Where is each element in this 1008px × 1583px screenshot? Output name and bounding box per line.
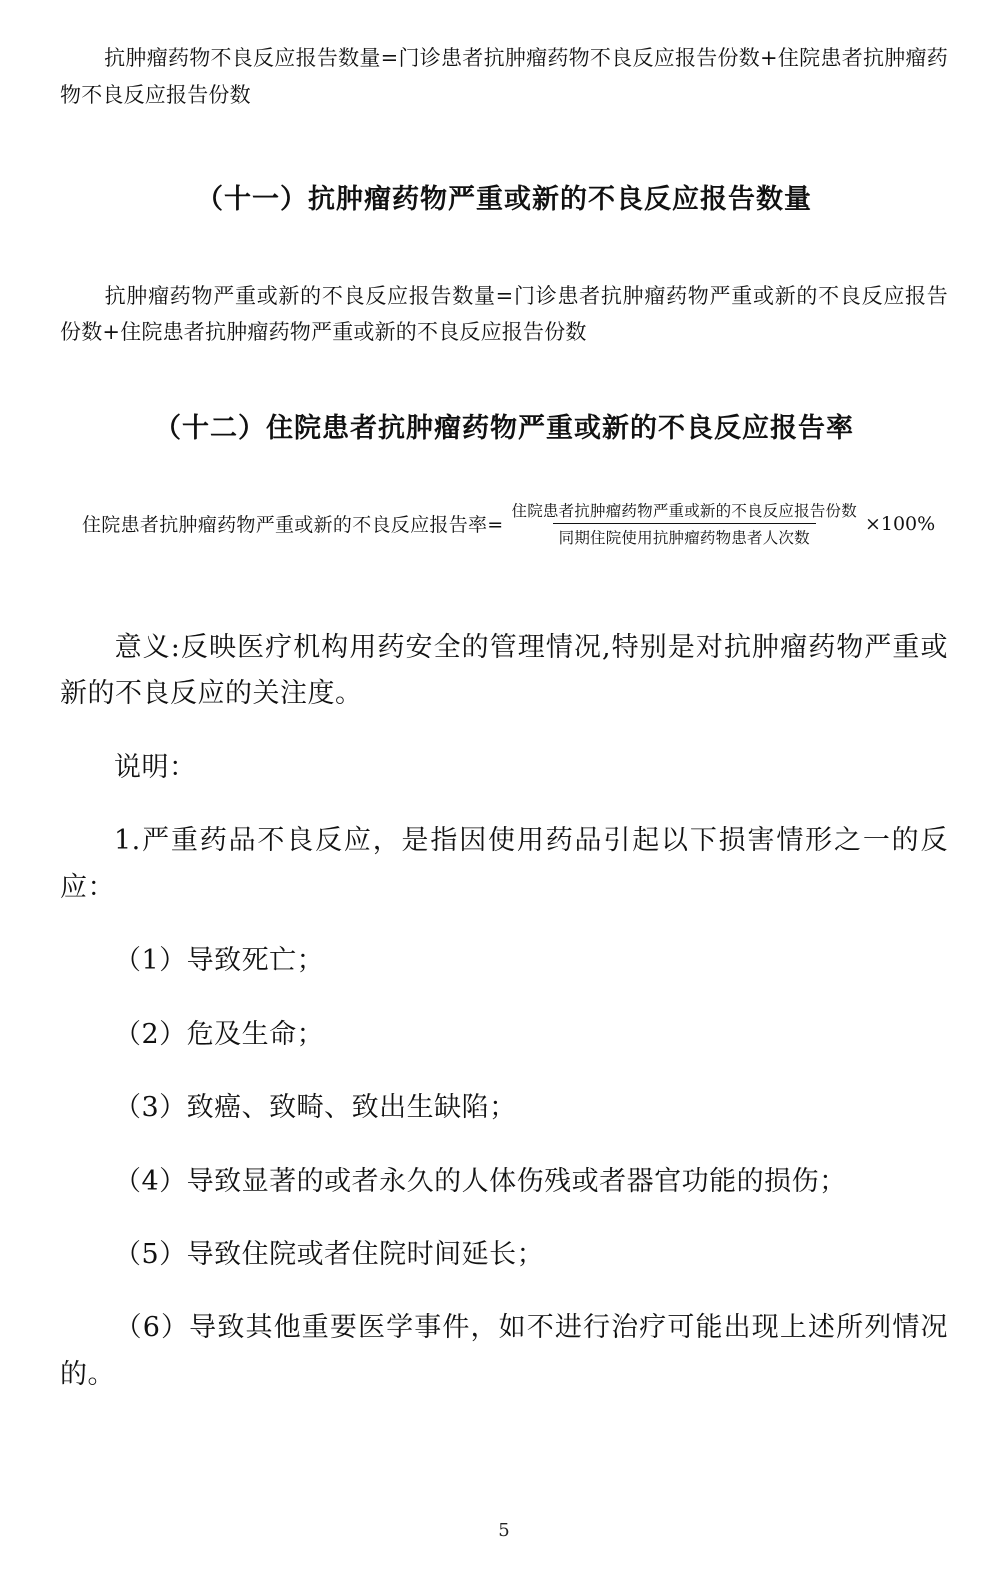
paragraph-note-title	[60, 745, 948, 791]
spacer	[60, 548, 948, 598]
page-number: 5	[498, 1520, 510, 1541]
formula-text: 抗肿瘤药物不良反应报告数量=门诊患者抗肿瘤药物不良反应报告份数+住院患者抗肿瘤药物不良反应报告份数	[60, 46, 948, 107]
spacer	[60, 114, 948, 156]
fraction-formula	[60, 499, 948, 548]
list-item-3	[60, 1085, 948, 1131]
fraction-label: 住院患者抗肿瘤药物严重或新的不良反应报告率=	[82, 514, 504, 536]
formula-line-adr-count	[60, 40, 948, 114]
fraction-multiplier: ×100%	[864, 512, 936, 535]
paragraph-meaning	[60, 625, 948, 718]
list-item-5	[60, 1232, 948, 1278]
fraction-denominator: 同期住院使用抗肿瘤药物患者人次数	[553, 523, 816, 548]
list-item-text: （4）导致显著的或者永久的人体伤残或者器官功能的损伤；	[114, 1165, 847, 1197]
spacer	[60, 473, 948, 499]
list-item-4	[60, 1159, 948, 1205]
paragraph-text: 1.严重药品不良反应，是指因使用药品引起以下损害情形之一的反应：	[60, 825, 948, 903]
formula-line-serious-adr-count	[60, 278, 948, 352]
spacer	[60, 351, 948, 385]
section-heading-eleven: （十一）抗肿瘤药物严重或新的不良反应报告数量	[196, 183, 812, 215]
list-item-6	[60, 1305, 948, 1398]
list-item-text: （6）导致其他重要医学事件，如不进行治疗可能出现上述所列情况的。	[60, 1312, 948, 1390]
spacer	[60, 244, 948, 278]
fraction	[506, 499, 863, 548]
paragraph-note-1	[60, 818, 948, 911]
list-item-text: （1）导致死亡；	[114, 945, 325, 977]
section-heading-twelve: （十二）住院患者抗肿瘤药物严重或新的不良反应报告率	[154, 413, 854, 445]
list-item-2	[60, 1012, 948, 1058]
list-item-1	[60, 938, 948, 984]
list-item-text: （5）导致住院或者住院时间延长；	[114, 1238, 545, 1270]
list-item-text: （3）致癌、致畸、致出生缺陷；	[114, 1092, 517, 1124]
list-item-text: （2）危及生命；	[114, 1018, 325, 1050]
paragraph-text: 意义:反映医疗机构用药安全的管理情况,特别是对抗肿瘤药物严重或新的不良反应的关注度。	[60, 632, 948, 710]
fraction-numerator: 住院患者抗肿瘤药物严重或新的不良反应报告份数	[511, 502, 857, 520]
paragraph-text: 说明：	[114, 751, 197, 783]
formula-text: 抗肿瘤药物严重或新的不良反应报告数量=门诊患者抗肿瘤药物严重或新的不良反应报告份数+住院患者抗肿瘤药物严重或新的不良反应报告份数	[60, 283, 948, 345]
